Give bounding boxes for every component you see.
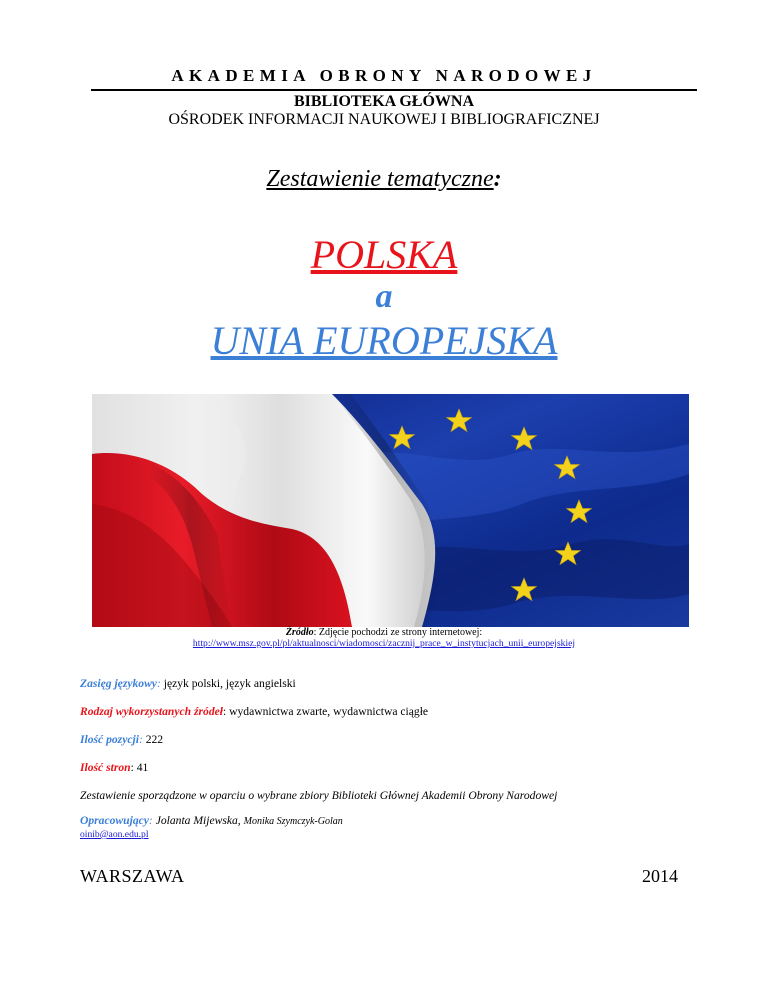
header-rule bbox=[91, 89, 697, 91]
authors-colon: : bbox=[148, 814, 153, 827]
sources-label: Rodzaj wykorzystanych źródeł bbox=[80, 705, 223, 718]
source-text: : Zdjęcie pochodzi ze strony internetowej: bbox=[313, 627, 483, 638]
library-name: BIBLIOTEKA GŁÓWNA bbox=[293, 93, 475, 110]
language-row bbox=[80, 677, 296, 690]
source-link[interactable]: http://www.msz.gov.pl/pl/aktualnosci/wiadomosci/zacznij_prace_w_instytucjach_unii_europejskiej bbox=[192, 638, 576, 649]
sources-value: wydawnictwa zwarte, wydawnictwa ciągłe bbox=[226, 705, 429, 718]
pages-value: 41 bbox=[133, 761, 149, 774]
sources-colon: : bbox=[223, 705, 227, 718]
sources-row bbox=[80, 705, 428, 718]
author-1: Jolanta Mijewska, bbox=[152, 814, 244, 827]
items-row bbox=[80, 733, 163, 746]
language-value: język polski, język angielski bbox=[160, 677, 296, 690]
authors-row bbox=[80, 814, 343, 827]
language-label: Zasięg językowy bbox=[80, 677, 157, 690]
source-label: Źródło bbox=[285, 627, 314, 638]
academy-name: AKADEMIA OBRONY NARODOWEJ bbox=[171, 66, 597, 85]
email-link[interactable]: oinib@aon.edu.pl bbox=[80, 829, 149, 840]
author-2: Monika Szymczyk-Golan bbox=[243, 816, 343, 827]
year: 2014 bbox=[642, 866, 678, 886]
center-name: OŚRODEK INFORMACJI NAUKOWEJ I BIBLIOGRAFICZNEJ bbox=[168, 111, 600, 128]
flag-illustration bbox=[92, 394, 689, 627]
items-value: 222 bbox=[142, 733, 164, 746]
title-unia-europejska: UNIA EUROPEJSKA bbox=[210, 318, 558, 363]
compilation-note: Zestawienie sporządzone w oparciu o wybrane zbiory Biblioteki Głównej Akademii Obrony Narodowej bbox=[80, 789, 558, 802]
subtitle bbox=[0, 166, 768, 193]
items-label: Ilość pozycji bbox=[80, 733, 139, 746]
image-source-caption bbox=[0, 627, 768, 649]
pages-label: Ilość stron bbox=[80, 761, 131, 774]
subtitle-text: Zestawienie tematyczne bbox=[266, 166, 494, 192]
poland-eu-flag-image bbox=[92, 394, 689, 627]
pages-colon: : bbox=[130, 761, 134, 774]
language-colon: : bbox=[156, 677, 161, 690]
title-polska: POLSKA bbox=[310, 232, 458, 277]
title-a: a bbox=[375, 278, 393, 315]
pages-row bbox=[80, 761, 148, 774]
source-line bbox=[0, 627, 768, 638]
city: WARSZAWA bbox=[80, 866, 185, 886]
items-colon: : bbox=[138, 733, 143, 746]
subtitle-colon: : bbox=[493, 166, 502, 192]
authors-label: Opracowujący bbox=[80, 814, 149, 827]
